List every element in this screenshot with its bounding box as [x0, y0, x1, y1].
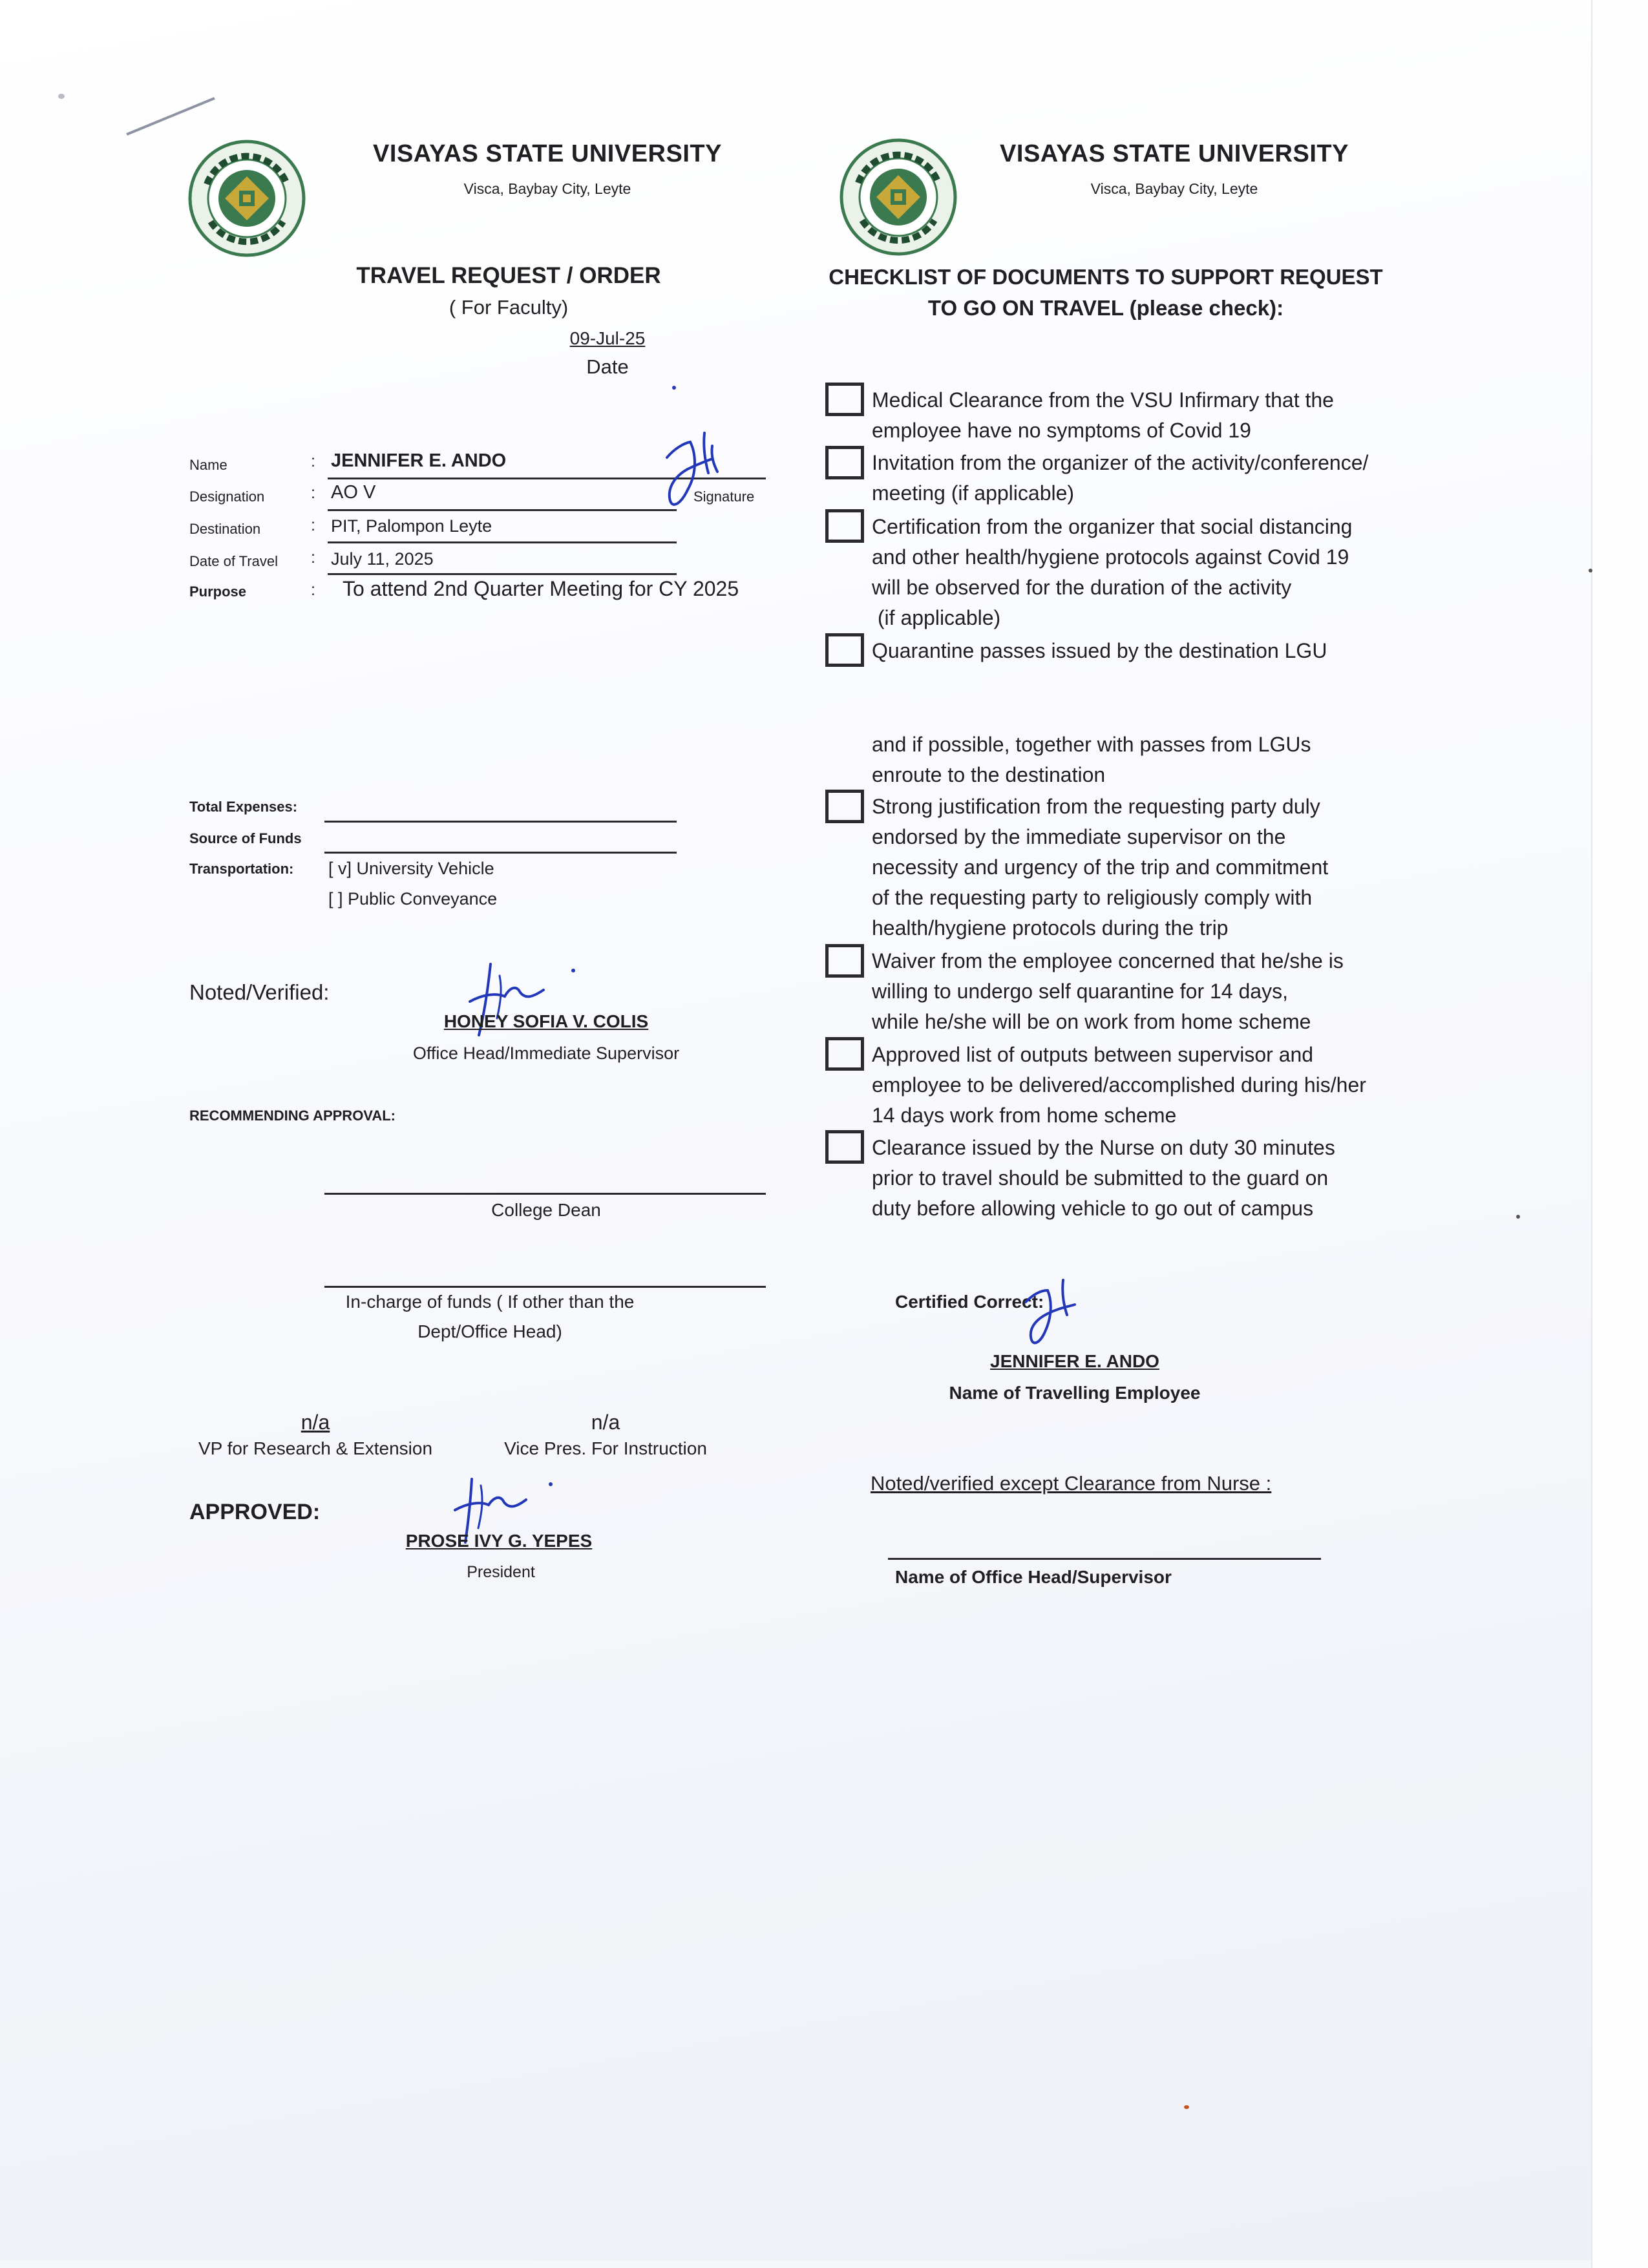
approved-label: APPROVED: — [189, 1500, 321, 1524]
university-seal-left-icon — [187, 139, 306, 258]
checklist-item: Medical Clearance from the VSU Infirmary that the employee have no symptoms of Covid 19 — [872, 388, 1334, 442]
date-label: Date — [586, 355, 629, 378]
checkbox-invitation[interactable] — [825, 446, 864, 479]
university-name-right: VISAYAS STATE UNIVERSITY — [1000, 140, 1349, 167]
source-of-funds-line — [324, 852, 677, 854]
date-of-travel-line — [328, 573, 677, 575]
scan-speck — [58, 94, 65, 99]
checklist-item: Quarantine passes issued by the destination LGU — [872, 639, 1327, 662]
university-address: Visca, Baybay City, Leyte — [463, 180, 631, 197]
name-value: JENNIFER E. ANDO — [331, 450, 507, 471]
date-of-travel-value: July 11, 2025 — [331, 549, 434, 569]
supervisor-name: HONEY SOFIA V. COLIS — [443, 1011, 649, 1031]
office-head-line — [888, 1558, 1321, 1560]
noted-verified-label: Noted/Verified: — [189, 980, 330, 1004]
colon: : — [311, 516, 315, 534]
university-seal-right-icon — [839, 138, 958, 257]
transportation-label: Transportation: — [189, 861, 294, 877]
checkbox-approved-outputs[interactable] — [825, 1037, 864, 1071]
checklist-item: Clearance issued by the Nurse on duty 30 minutes prior to travel should be submitted to the guard on duty before allowing vehicle to go out of campus — [872, 1136, 1335, 1220]
destination-line — [328, 541, 677, 543]
name-label: Name — [189, 457, 227, 473]
purpose-label: Purpose — [189, 583, 247, 600]
ink-dot — [672, 386, 676, 390]
scan-mark — [123, 90, 226, 142]
checklist-item: Approved list of outputs between supervisor and employee to be delivered/accomplished during his/her 14 days work from home scheme — [872, 1043, 1366, 1127]
employee-name: JENNIFER E. ANDO — [990, 1351, 1159, 1371]
president-name: PROSE IVY G. YEPES — [405, 1531, 593, 1551]
designation-value: AO V — [331, 482, 376, 503]
checklist-title-line1: CHECKLIST OF DOCUMENTS TO SUPPORT REQUEST — [829, 265, 1383, 289]
signature-label: Signature — [693, 488, 755, 505]
option-university-vehicle: [ v] University Vehicle — [328, 859, 494, 878]
colon: : — [311, 452, 315, 470]
total-expenses-label: Total Expenses: — [189, 799, 298, 815]
vp-research-label: VP for Research & Extension — [198, 1438, 433, 1458]
form-subtitle: ( For Faculty) — [449, 296, 569, 319]
checklist-item: Invitation from the organizer of the activity/conference/ meeting (if applicable) — [872, 451, 1369, 505]
scan-edge — [1591, 0, 1648, 2268]
date-value: 09-Jul-25 — [569, 328, 646, 348]
designation-line — [328, 509, 677, 511]
employee-signature-icon — [1018, 1276, 1089, 1354]
destination-value: PIT, Palompon Leyte — [331, 516, 492, 536]
colon: : — [311, 549, 315, 567]
form-title: TRAVEL REQUEST / ORDER — [356, 263, 661, 288]
funds-line — [324, 1286, 766, 1288]
applicant-signature-icon — [653, 426, 730, 523]
designation-label: Designation — [189, 488, 265, 505]
checkbox-nurse-clearance[interactable] — [825, 1130, 864, 1164]
vp-instruction-label: Vice Pres. For Instruction — [504, 1438, 707, 1458]
scan-speck — [1589, 569, 1592, 572]
scan-speck — [1184, 2105, 1189, 2109]
university-name: VISAYAS STATE UNIVERSITY — [373, 140, 722, 167]
total-expenses-line — [324, 821, 677, 823]
college-dean-label: College Dean — [491, 1200, 601, 1220]
checklist-title-line2: TO GO ON TRAVEL (please check): — [927, 296, 1284, 320]
office-head-label: Name of Office Head/Supervisor — [895, 1567, 1172, 1587]
scan-speck — [1516, 1215, 1520, 1219]
colon: : — [311, 484, 315, 502]
source-of-funds-label: Source of Funds — [189, 830, 302, 846]
funds-label-line2: Dept/Office Head) — [417, 1321, 562, 1341]
employee-title: Name of Travelling Employee — [949, 1383, 1201, 1403]
destination-label: Destination — [189, 521, 261, 537]
date-of-travel-label: Date of Travel — [189, 553, 278, 569]
checklist-item: Strong justification from the requesting party duly endorsed by the immediate supervisor on the necessity and urgency of the trip and commitment of the requesting party to religiously comply with health/hygiene protocols during the trip — [872, 795, 1329, 940]
option-public-conveyance: [ ] Public Conveyance — [328, 889, 498, 908]
checkbox-quarantine-passes[interactable] — [825, 633, 864, 667]
college-dean-line — [324, 1193, 766, 1195]
colon: : — [311, 581, 315, 599]
certified-correct-label: Certified Correct: — [895, 1292, 1044, 1312]
vp-instruction-value: n/a — [591, 1411, 620, 1434]
purpose-value: To attend 2nd Quarter Meeting for CY 2025 — [343, 577, 739, 600]
noted-except-nurse-label: Noted/verified except Clearance from Nurse : — [871, 1472, 1272, 1495]
checkbox-waiver[interactable] — [825, 944, 864, 978]
checklist-item: Certification from the organizer that social distancing and other health/hygiene protocols against Covid 19 will be observed for the duration of the activity (if applicable) — [872, 515, 1353, 629]
checkbox-medical-clearance[interactable] — [825, 383, 864, 416]
funds-label-line1: In-charge of funds ( If other than the — [345, 1292, 635, 1312]
checklist-continuation: and if possible, together with passes from LGUs enroute to the destination — [872, 733, 1311, 786]
vp-research-value: n/a — [301, 1411, 330, 1434]
checkbox-certification[interactable] — [825, 509, 864, 543]
president-title: President — [467, 1563, 535, 1581]
supervisor-title: Office Head/Immediate Supervisor — [412, 1044, 680, 1063]
university-address-right: Visca, Baybay City, Leyte — [1090, 180, 1258, 197]
checkbox-justification[interactable] — [825, 790, 864, 823]
recommending-approval-label: RECOMMENDING APPROVAL: — [189, 1108, 396, 1124]
checklist-item: Waiver from the employee concerned that he/she is willing to undergo self quarantine for 14 days, while he/she will be on work from home scheme — [872, 949, 1344, 1033]
